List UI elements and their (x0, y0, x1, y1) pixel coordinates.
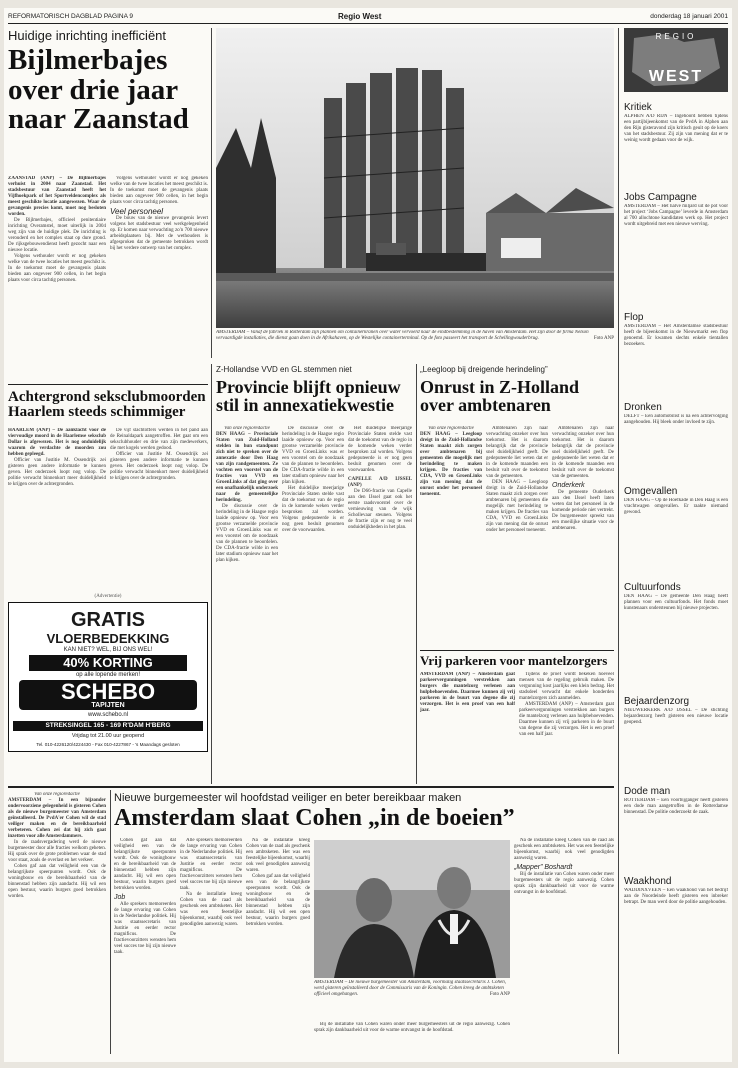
brief-item (624, 486, 728, 576)
ad-phone: Tel. 010-4226120/4224430 - Fax 010-4227867 - 's Maandags gesloten (36, 742, 180, 747)
story3-kicker: Z-Hollandse VVD en GL stemmen niet (216, 365, 352, 374)
brief-head: Cultuurfonds (624, 582, 681, 593)
lead-subhead: Veel personeel (110, 207, 164, 216)
brief-head: Jobs Campagne (624, 192, 697, 203)
bottom-col3b: Na de installatie kreeg Cohen van de raad als geschenk een ambtsketen. Het was een feestelijke bijeenkomst, waarbij ook veel genodigden aanwezig waren. (246, 838, 310, 873)
brief-text: DEN HAAG – Op de Hoefkade in Den Haag is een vrachtwagen omgevallen. Er raakte niemand gewond. (624, 498, 728, 515)
sidebar-briefs (624, 96, 728, 1054)
schebo-ad[interactable] (8, 602, 208, 752)
cohen-credit: Foto ANP (489, 992, 510, 997)
ad-vloerbedekking: VLOERBEDEKKING (46, 631, 170, 646)
lead-p2: Volgens wethouder wordt er nog gekeken welke van de twee locaties het meest geschikt is. In de toekomst moet de gevangenis plaats bieden aan ongeveer 900 cellen, in het begin plaats voor circa tachtig personen. (8, 254, 106, 283)
bottom-left2: In de raadsvergadering werd de nieuwe burgemeester door alle fracties welkom geheten. Hij sprak over de grote problemen waar de stad voor staat, zoals de overlast en het verkeer. (8, 840, 106, 863)
story4-col-2 (486, 426, 548, 646)
story4-col3: De gemeente Ouderkerk aan den IJssel heeft laten weten dat het personeel in de komende periode niet vertrekt. De burgemeester spreekt van een moeilijke situatie voor de ambtenaren. (552, 490, 614, 531)
bottom-col4: Bij de installatie van Cohen waren onder meer burgemeesters uit de regio aanwezig. Cohen sprak zijn dankbaarheid uit voor de warme ontvangst in de hoofdstad. (514, 872, 614, 895)
logo-regio: REGIO (655, 32, 697, 41)
brief-item (624, 876, 728, 966)
bottom-sub1: Job (114, 894, 126, 901)
story4-byline: Van onze regioredactie (428, 426, 474, 431)
story4-col2b: Ambtenaren zijn naar verwachting onzeker over hun toekomst. Het is daarom belangrijk dat de provincie snel duidelijkheid geeft. De gedeputeerde liet weten dat er in de komende maanden een besluit valt over de toekomst van de gemeenten. (552, 426, 614, 479)
cohen-photo (314, 840, 510, 978)
bottom-col-photo-below (314, 1022, 510, 1054)
lead-p2b: Volgens wethouder wordt er nog gekeken welke van de twee locaties het meest geschikt is. In de toekomst moet de gevangenis plaats bieden aan ongeveer 900 cellen, in het begin plaats voor circa tachtig personen. (110, 176, 208, 205)
brief-head: Dode man (624, 786, 671, 797)
main-photo-caption: AMSTERDAM – Vanaf de fabriek in Rotterdam zijn plannen om containerkranen over water vervoerd naar de eindbestemming in de haven van Amsterdam. Het zijn door de firma Nelson vervaardigde installaties, die dienst gaan doen in de Afrikahaven, op de Westelijke containerterminal. Op de foto passeert het transport de Schellingwouderbrug. Foto ANP (216, 330, 614, 341)
story5-col1b: AMSTERDAM (ANP) – Amsterdam gaat parkeervergunningen verstrekken aan burgers die mantelzorg verlenen aan hulpbehoevenden. Daarmee kunnen zij vrij parkeren in de buurt van degene die zij verzorgen. Het is een proef van een half jaar. (519, 702, 614, 737)
story2-p2: De vijf slachtoffers werden in het pand aan de Reinaldapark aangetroffen. Het gaat om een seksclubhouder en drie van zijn medewerkers, die met kogels werden gedood. (110, 428, 208, 451)
brief-text: ALPHEN A/D RIJN – Ingehoord hebben tijdens een partijbijeenkomst van de PvdA in Alphen aan den Rijn gisteravond zijn kritisch geuit op de koers van het stadsbestuur. Zij zijn van mening dat er te weinig wordt gedaan voor de wijk. (624, 114, 728, 143)
ad-brand2: TAPIJTEN (91, 702, 125, 709)
bottom-col-2 (180, 838, 242, 1054)
bottom-col1c: Cohen gaf aan dat veiligheid een van de belangrijkste speerpunten wordt. Ook de woningbouw en de bereikbaarheid van de binnenstad hebben zijn aandacht. Hij wil een open bestuur, waarin burgers goed betrokken worden. (246, 874, 310, 927)
main-photo-credit: Foto ANP (593, 336, 614, 341)
story3-col-3 (348, 426, 412, 780)
brief-text: ROTTERDAM – Een voorbijganger heeft gisteren een dode man aangetroffen in de Rotterdamse binnenstad. De politie onderzoekt de zaak. (624, 798, 728, 815)
lead-kicker: Huidige inrichting inefficiënt (8, 28, 167, 43)
ad-line3: KAN NIET? WEL, BIJ ONS WEL! (63, 647, 153, 653)
brief-text: DEN HAAG – De gemeente Den Haag heeft plannen voor een cultuurfonds. Het fonds moet kunstenaars ondersteunen bij nieuwe projecten. (624, 594, 728, 611)
story5-title: Vrij parkeren voor mantelzorgers (420, 653, 608, 668)
bottom-col1b: Cohen gaf aan dat veiligheid een van de belangrijkste speerpunten wordt. Ook de woningbouw en de bereikbaarheid van de binnenstad hebben zijn aandacht. Hij wil een open bestuur, waarin burgers goed betrokken worden. (8, 864, 106, 899)
regio-west-logo (624, 28, 728, 92)
story2-p1b: Officier van Justitie M. Ossendrijk zei gisteren geen andere informatie te kunnen geven. Het onderzoek loopt nog volop. De politie verwacht binnenkort meer duidelijkheid te krijgen over de achtergronden. (110, 452, 208, 481)
brief-item (624, 582, 728, 690)
story4-col-3 (552, 426, 614, 646)
story4-title: Onrust in Z-Holland over ambtenaren (420, 377, 580, 416)
bottom-col-4 (514, 838, 614, 1054)
lead-intro: ZAANSTAD (ANP) – De Bijlmerbajes verhuist in 2004 naar Zaanstad. Het stadsbestuur van Zaanstad heeft het Vijfhoekpark of het Sportveldencomplex als meest geschikte locatie aangewezen. Waar de gevangenis precies komt, moet nog besloten worden. (8, 176, 106, 217)
story2-col-2 (110, 428, 208, 590)
story3-col-2 (282, 426, 344, 780)
brief-head: Waakhond (624, 876, 672, 887)
brief-item (624, 192, 728, 306)
bottom-col2: Alle sprekers memoreerden de lange ervaring van Cohen in de Nederlandse politiek. Hij was staatssecretaris van Justitie en eerder rector magnificus. De fractievoorzitters wensten hem veel succes toe bij zijn nieuwe taak. (114, 902, 176, 955)
cohen-caption: AMSTERDAM – De nieuwe burgemeester van Amsterdam, voormalig staatssecretaris J. Cohen, werd gisteren geïnstalleerd door de Commissaris van de Koningin. Cohen kreeg de ambtsketen officieel omgehangen. Foto ANP (314, 980, 510, 997)
bottom-title: Amsterdam slaat Cohen „in de boeien” (114, 805, 515, 831)
lead-col-1 (8, 176, 106, 382)
ad-address: STREKSINGEL 165 - 169 R'DAM H'BERG (13, 721, 203, 731)
story3-col2b: De discussie over de herindeling in de Haagse regio laaide opnieuw op. Voor een grootse verzamelde provincie VVD en GroenLinks was er een voorstel om de noodzaak van de plannen te beoordelen. De CDA-fractie wilde in een later stadium opnieuw naar het plan kijken. (216, 504, 278, 563)
bottom-col1: Cohen gaf aan dat veiligheid een van de belangrijkste speerpunten wordt. Ook de woningbouw en de bereikbaarheid van de binnenstad hebben zijn aandacht. Hij wil een open bestuur, waarin burgers goed betrokken worden. (114, 838, 176, 891)
bottom-col3: Na de installatie kreeg Cohen van de raad als geschenk een ambtsketen. Het was een feestelijke bijeenkomst, waarbij ook veel genodigden aanwezig waren. (180, 892, 242, 927)
brief-text: AMSTERDAM – Het halve miljard uit de pot voor het project ‘Jobs Campagne’ leverde in Amsterdam al 700 allochtone kandidaten werk op. Het project wordt uitgebreid met een nieuwe werving. (624, 204, 728, 227)
capelle-text: De D66-fractie van Capelle aan den IJssel gaat ook het eerste raadsvoorstel over de vernieuwing van de wijk Schollevaar steunen. Volgens de fractie zijn er nog te veel onduidelijkheden in het plan. (348, 489, 412, 530)
bottom-col3c: Na de installatie kreeg Cohen van de raad als geschenk een ambtsketen. Het was een feestelijke bijeenkomst, waarbij ook veel genodigden aanwezig waren. (514, 838, 614, 861)
bottom-left-col (8, 792, 106, 1054)
main-photo (216, 28, 614, 328)
story4-col-1 (420, 426, 482, 646)
masthead-section: Regio West (338, 12, 382, 21)
cohen-photo-image (314, 840, 510, 978)
bottom-byline: Van onze regioredactie (34, 792, 80, 797)
brief-text: NIEUWERKERK A/D IJSSEL – De stichting bejaardenzorg heeft gisteren een nieuwe locatie geopend. (624, 708, 728, 725)
brief-item (624, 102, 728, 186)
bottom-col-3 (246, 838, 310, 1054)
masthead (8, 12, 728, 24)
brief-head: Dronken (624, 402, 662, 413)
story3-col1: DEN HAAG – Provinciale Staten van Zuid-Holland stelden in hun standpunt zich niet te spreken over de annexatie door Den Haag van zijn randgemeenten. Ze vochten een voorstel van de fracties van VVD en GroenLinks af dat ging over een onafhankelijk onderzoek naar de gemeentelijke herindeling. (216, 432, 278, 503)
crane-photo (216, 28, 614, 328)
story2-p1: Officier van Justitie M. Ossendrijk zei gisteren geen andere informatie te kunnen geven. Het onderzoek loopt nog volop. De politie verwacht binnenkort meer duidelijkheid te krijgen over de achtergronden. (8, 458, 106, 487)
brief-item (624, 786, 728, 870)
ad-line4: op alle lopende merken! (75, 672, 141, 678)
lead-headline: Bijlmerbajes over drie jaar naar Zaanstad (8, 44, 189, 136)
brief-head: Bejaardenzorg (624, 696, 690, 707)
story5-col-1 (420, 672, 515, 782)
story4-col2: Ambtenaren zijn naar verwachting onzeker over hun toekomst. Het is daarom belangrijk dat de provincie snel duidelijkheid geeft. De gedeputeerde liet weten dat er in de komende maanden een besluit valt over de toekomst van de gemeenten. (486, 426, 548, 479)
brief-item (624, 312, 728, 396)
story3-byline: Van onze regioredactie (224, 426, 270, 431)
ad-web[interactable]: www.schebo.nl (87, 712, 129, 718)
capelle-head: CAPELLE A/D IJSSEL (ANP) (348, 477, 412, 488)
ad-hours: Vrijdag tot 21.00 uur geopend (71, 733, 145, 739)
brief-text: DELFT – Een automobilist is na een achtervolging aangehouden. Hij bleek onder invloed te zijn. (624, 414, 728, 425)
story5-col1: AMSTERDAM (ANP) – Amsterdam gaat parkeervergunningen verstrekken aan burgers die mantelzorg verlenen aan hulpbehoevenden. Daarmee kunnen zij vrij parkeren in de buurt van degene die zij verzorgen. Het is een proef van een half jaar. (420, 672, 515, 713)
bottom-sub2: „Mapper” Boshardt (514, 864, 573, 871)
story3-title: Provincie blijft opnieuw stil in annexatiekwestie (216, 377, 401, 416)
story4-subhead: Onderkerk (552, 482, 585, 489)
lead-p1: De Bijlmerbajes, officieel penitentiaire inrichting Overamstel, moet uiterlijk in 2004 weg zijn van de huidige plek. De inrichting is verouderd en het complex staat op dure grond. De rijksgebouwendienst heeft gezocht naar een nieuwe locatie. (8, 218, 106, 253)
bottom-left: AMSTERDAM – In een bijzonder ondervoorziene gelegenheid is gisteren Cohen als de nieuwe burgemeester van Amsterdam geïnstalleerd. De PvdA'er Cohen wil de stad veiliger maken en de bereikbaarheid verbeteren. Cohen zei dat hij zich gaat inzetten voor alle Amsterdammers. (8, 798, 106, 839)
brief-head: Flop (624, 312, 644, 323)
story5-col-2 (519, 672, 614, 782)
story2-intro: HAARLEM (ANP) – De aanklacht voor de viervoudige moord in de Haarlemse seksclub Dollar is afgewezen. Het is nog onduidelijk waarom de verdachte de moorden zou hebben gepleegd. (8, 428, 106, 457)
lead-col-2 (110, 176, 208, 382)
ad-label: (Advertentie) (94, 594, 122, 599)
story3-col-1 (216, 426, 278, 780)
ad-discount: 40% KORTING (29, 655, 187, 671)
brief-text: AMSTERDAM – Het Amsterdamse stadsbestuur heeft de bijeenkomst in de Nieuwmarkt een flop genoemd. Er kwamen slechts enkele tientallen bezoekers. (624, 324, 728, 347)
ad-gratis: GRATIS (70, 609, 146, 631)
newspaper-page (4, 8, 732, 1062)
brief-head: Kritiek (624, 102, 652, 113)
bottom-col2b: Alle sprekers memoreerden de lange ervaring van Cohen in de Nederlandse politiek. Hij was staatssecretaris van Justitie en eerder rector magnificus. De fractievoorzitters wensten hem veel succes toe bij zijn nieuwe taak. (180, 838, 242, 891)
ad-logo (19, 680, 197, 710)
story2-col-1 (8, 428, 106, 590)
logo-west: WEST (648, 68, 704, 85)
story3-col2: De discussie over de herindeling in de Haagse regio laaide opnieuw op. Voor een grootse verzamelde provincie VVD en GroenLinks was er een voorstel om de noodzaak van de plannen te beoordelen. De CDA-fractie wilde in een later stadium opnieuw naar het plan kijken. (282, 426, 344, 485)
brief-text: WADDINXVEEN – Een waakhond van het bedrijf aan de Noordeinde heeft gisteren een inbreker betrapt. De man werd door de politie aangehouden. (624, 888, 728, 905)
brief-head: Omgevallen (624, 486, 678, 497)
masthead-paper: REFORMATORISCH DAGBLAD PAGINA 9 (8, 13, 133, 20)
ad-brand: SCHEBO (60, 679, 156, 704)
story4-col1: DEN HAAG – Leegloop dreigt in de Zuid-Hollandse Staten maakt zich zorgen over ambtenaren bij gemeenten die mogelijk met herindeling te maken krijgen. De fracties van CDA, VVD en GroenLinks zijn van mening dat de onrust onder het personeel toeneemt. (420, 432, 482, 497)
brief-item (624, 696, 728, 780)
story3-col3b: Het duidelijke meerjarige Provinciale Staten stelde vast dat de toekomst van de regio in de komende weken verder besproken zal worden. Volgens gedeputeerde is er nog geen besluit genomen over de voorwaarden. (282, 486, 344, 533)
story4-col1b: DEN HAAG – Leegloop dreigt in de Zuid-Hollandse Staten maakt zich zorgen over ambtenaren bij gemeenten die mogelijk met herindeling te maken krijgen. De fracties van CDA, VVD en GroenLinks zijn van mening dat de onrust onder het personeel toeneemt. (486, 480, 548, 533)
bottom-col-1 (114, 838, 176, 1054)
story4-kicker: „Leegloop bij dreigende herindeling” (420, 365, 548, 374)
story2-title: Achtergrond seksclubmoorden Haarlem steeds schimmiger (8, 389, 206, 421)
story3-col3: Het duidelijke meerjarige Provinciale Staten stelde vast dat de toekomst van de regio in de komende weken verder besproken zal worden. Volgens gedeputeerde is er nog geen besluit genomen over de voorwaarden. (348, 426, 412, 473)
bottom-kicker: Nieuwe burgemeester wil hoofdstad veiliger en beter bereikbaar maken (114, 792, 462, 804)
story5-col2: Tijdens de proef wordt bekeken hoeveel mensen van de regeling gebruik maken. De vergunning kost jaarlijks een klein bedrag. Het stadsdeel verwacht dat enkele honderden mantelzorgers zich aanmelden. (519, 672, 614, 701)
lead-p3: De bouw van de nieuwe gevangenis levert volgens het stadsbestuur veel werkgelegenheid op. Er komen naar verwachting zo'n 700 nieuwe arbeidsplaatsen bij. Met de wethouders is afgesproken dat de gemeente betrokken wordt bij het verdere ontwerp van het complex. (110, 216, 208, 251)
masthead-date: donderdag 18 januari 2001 (650, 13, 728, 20)
bottom-col4b: Bij de installatie van Cohen waren onder meer burgemeesters uit de regio aanwezig. Cohen sprak zijn dankbaarheid uit voor de warme ontvangst in de hoofdstad. (314, 1022, 510, 1033)
brief-item (624, 402, 728, 480)
